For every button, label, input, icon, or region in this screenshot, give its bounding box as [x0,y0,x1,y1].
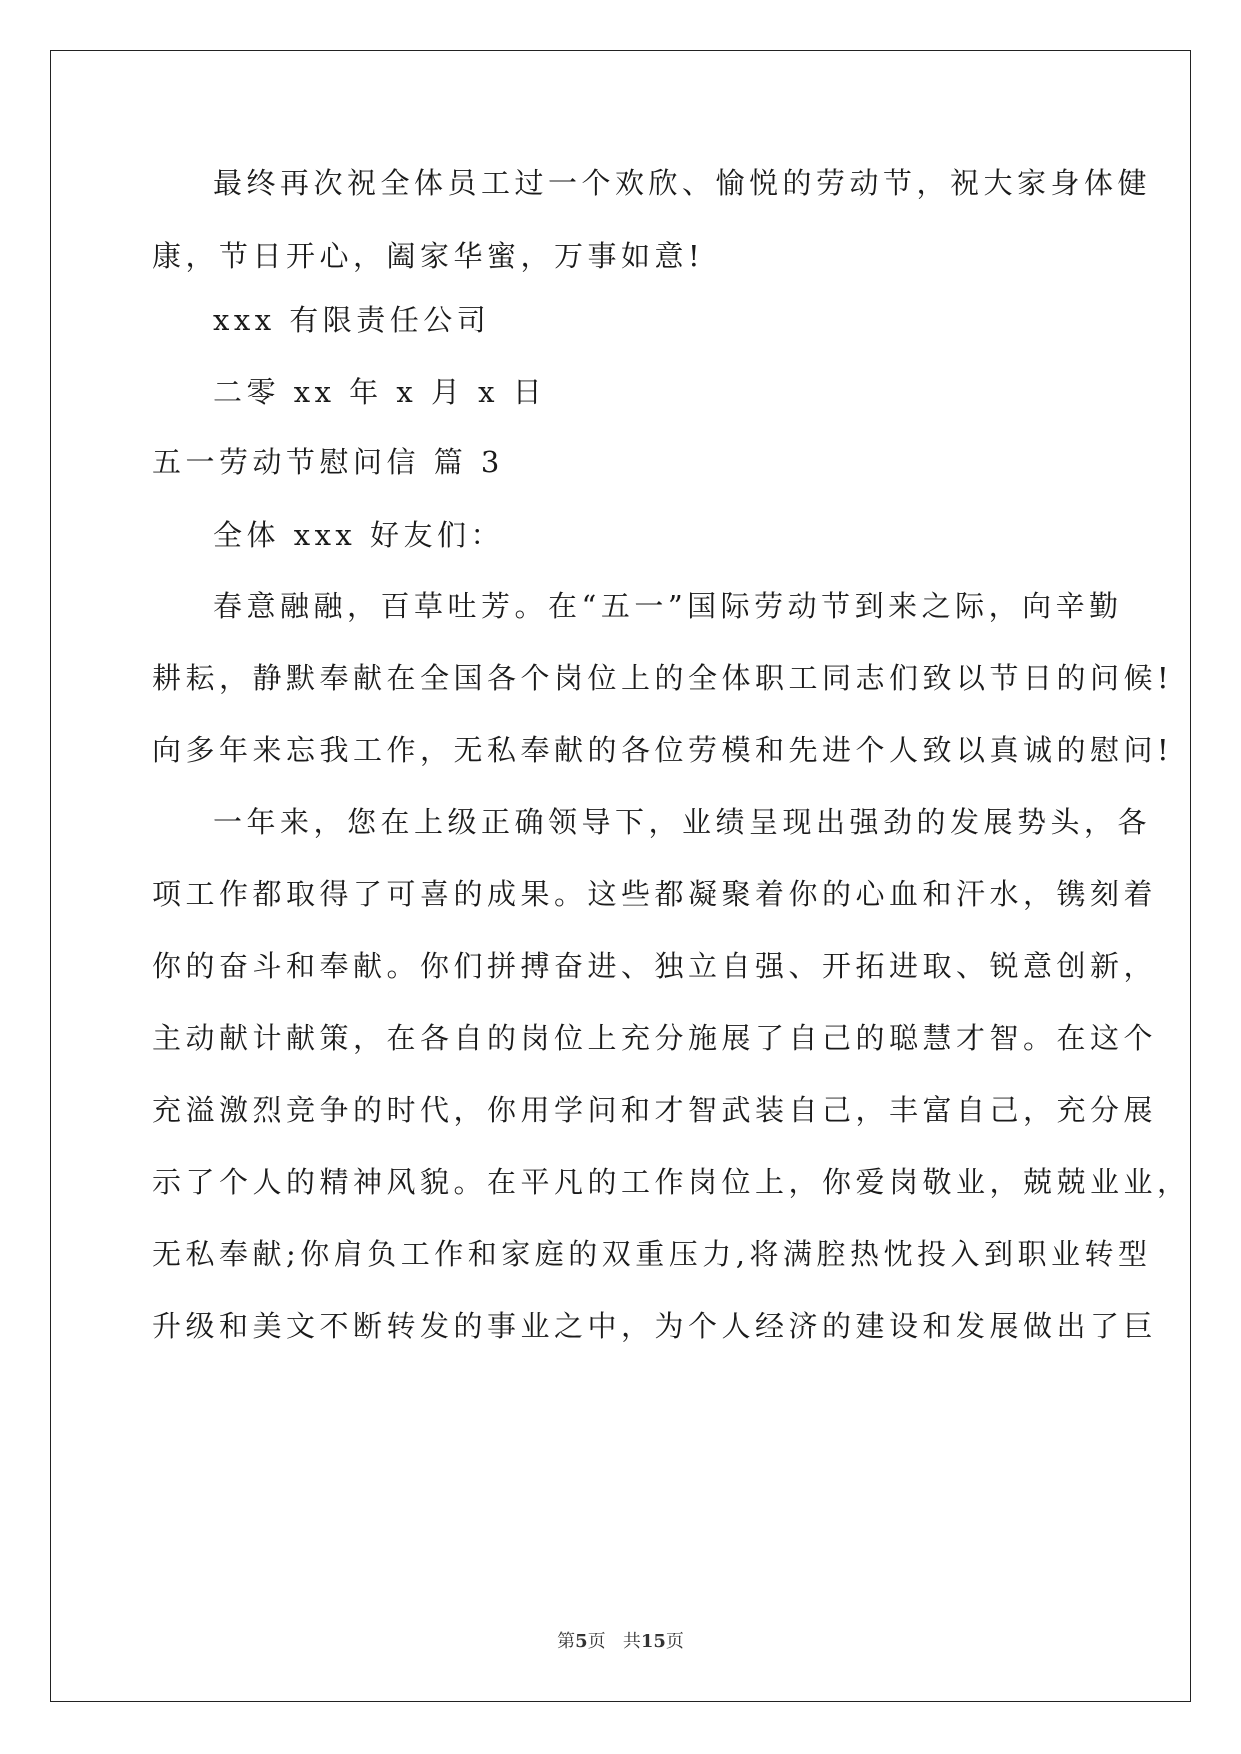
paragraph-line: 春意融融，百草吐芳。在“五一”国际劳动节到来之际，向辛勤 [213,589,1123,623]
paragraph-line: 向多年来忘我工作，无私奉献的各位劳模和先进个人致以真诚的慰问! [152,733,1174,767]
page-footer [0,1627,1241,1653]
footer-total-suffix: 页 [665,1631,684,1652]
salutation: 全体 xxx 好友们： [213,518,505,552]
paragraph-line: 升级和美文不断转发的事业之中，为个人经济的建设和发展做出了巨 [152,1309,1158,1343]
section-title: 五一劳动节慰问信 篇 3 [152,445,504,479]
footer-page-suffix: 页 [587,1631,606,1652]
footer-total-prefix: 共 [622,1631,641,1652]
footer-prefix: 第 [557,1631,576,1652]
paragraph-line: 充溢激烈竞争的时代，你用学问和才智武装自己，丰富自己，充分展 [152,1093,1158,1127]
paragraph-line: 项工作都取得了可喜的成果。这些都凝聚着你的心血和汗水，镌刻着 [152,877,1158,911]
current-page-number: 5 [575,1631,588,1652]
company-signature: xxx 有限责任公司 [213,303,491,337]
paragraph-line: 康，节日开心，阖家华蜜，万事如意! [152,239,705,273]
paragraph-line: 无私奉献;你肩负工作和家庭的双重压力,将满腔热忱投入到职业转型 [152,1237,1152,1271]
paragraph-line: 主动献计献策，在各自的岗位上充分施展了自己的聪慧才智。在这个 [152,1021,1158,1055]
paragraph-line: 最终再次祝全体员工过一个欢欣、愉悦的劳动节，祝大家身体健 [213,166,1152,200]
signature-date: 二零 xx 年 x 月 x 日 [213,375,547,409]
paragraph-line: 一年来，您在上级正确领导下，业绩呈现出强劲的发展势头，各 [213,805,1152,839]
total-page-count: 15 [640,1631,666,1652]
paragraph-line: 示了个人的精神风貌。在平凡的工作岗位上，你爱岗敬业，兢兢业业， [152,1165,1191,1199]
paragraph-line: 耕耘，静默奉献在全国各个岗位上的全体职工同志们致以节日的问候! [152,661,1174,695]
paragraph-line: 你的奋斗和奉献。你们拼搏奋进、独立自强、开拓进取、锐意创新， [152,949,1158,983]
